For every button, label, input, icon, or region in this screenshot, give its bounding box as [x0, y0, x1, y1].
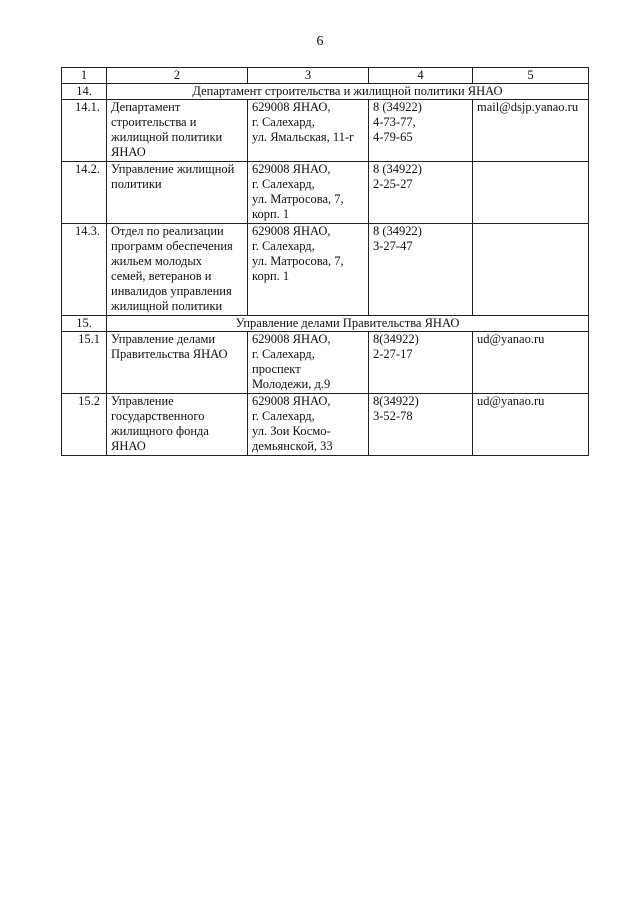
table-row — [62, 162, 589, 224]
organization-name: Департамент строительства и жилищной политики ЯНАО — [107, 100, 248, 162]
organization-name: Управление жилищной политики — [107, 162, 248, 224]
page-number: 6 — [316, 34, 324, 49]
address: 629008 ЯНАО, г. Салехард, ул. Матросова, 7, корп. 1 — [248, 162, 369, 224]
table-row — [62, 224, 589, 316]
row-number: 14.3. — [62, 224, 107, 316]
phone: 8(34922) 2-27-17 — [369, 332, 473, 394]
organization-name: Отдел по реализации программ обеспечения жильем молодых семей, ветеранов и инвалидов управления жилищной политики — [107, 224, 248, 316]
email: mail@dsjp.yanao.ru — [473, 100, 589, 162]
column-number-row — [62, 68, 589, 84]
column-number: 4 — [369, 68, 473, 84]
section-title: Департамент строительства и жилищной политики ЯНАО — [107, 84, 589, 100]
address: 629008 ЯНАО, г. Салехард, ул. Матросова, 7, корп. 1 — [248, 224, 369, 316]
address: 629008 ЯНАО, г. Салехард, ул. Зои Космо- демьянской, 33 — [248, 394, 369, 456]
phone: 8(34922) 3-52-78 — [369, 394, 473, 456]
row-number: 15.2 — [62, 394, 107, 456]
email: ud@yanao.ru — [473, 332, 589, 394]
table-row — [62, 100, 589, 162]
section-row — [62, 316, 589, 332]
section-title: Управление делами Правительства ЯНАО — [107, 316, 589, 332]
organization-name: Управление государственного жилищного фонда ЯНАО — [107, 394, 248, 456]
email: ud@yanao.ru — [473, 394, 589, 456]
phone: 8 (34922) 2-25-27 — [369, 162, 473, 224]
address: 629008 ЯНАО, г. Салехард, проспект Молодежи, д.9 — [248, 332, 369, 394]
section-number: 14. — [62, 84, 107, 100]
table-row — [62, 332, 589, 394]
table-row — [62, 394, 589, 456]
column-number: 5 — [473, 68, 589, 84]
row-number: 14.2. — [62, 162, 107, 224]
section-row — [62, 84, 589, 100]
row-number: 14.1. — [62, 100, 107, 162]
row-number: 15.1 — [62, 332, 107, 394]
contacts-table — [61, 67, 589, 456]
phone: 8 (34922) 4-73-77, 4-79-65 — [369, 100, 473, 162]
column-number: 2 — [107, 68, 248, 84]
organization-name: Управление делами Правительства ЯНАО — [107, 332, 248, 394]
phone: 8 (34922) 3-27-47 — [369, 224, 473, 316]
address: 629008 ЯНАО, г. Салехард, ул. Ямальская, 11-г — [248, 100, 369, 162]
section-number: 15. — [62, 316, 107, 332]
email — [473, 162, 589, 224]
column-number: 3 — [248, 68, 369, 84]
email — [473, 224, 589, 316]
column-number: 1 — [62, 68, 107, 84]
